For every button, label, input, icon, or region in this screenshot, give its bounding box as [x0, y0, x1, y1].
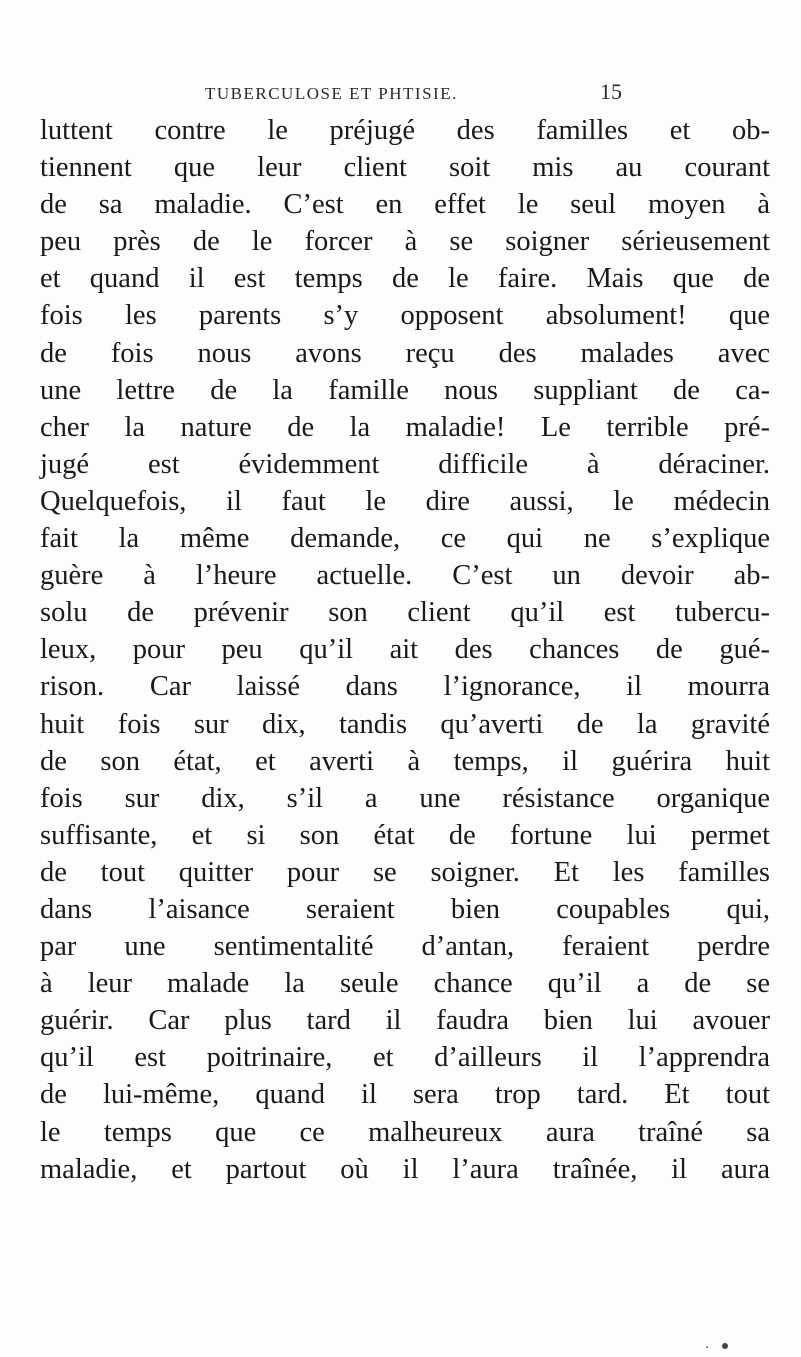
- text-line: de sa maladie. C’est en effet le seul moyen à: [40, 189, 770, 221]
- running-head: TUBERCULOSE ET PHTISIE.: [205, 84, 458, 103]
- text-line: guère à l’heure actuelle. C’est un devoir ab-: [40, 560, 770, 592]
- text-line: et quand il est temps de le faire. Mais que de: [40, 263, 770, 295]
- text-line: luttent contre le préjugé des familles et ob-: [40, 115, 770, 146]
- text-line: suffisante, et si son état de fortune lui permet: [40, 819, 770, 851]
- text-line: à leur malade la seule chance qu’il a de se: [40, 968, 770, 1000]
- text-line: de son état, et averti à temps, il guérira huit: [40, 745, 770, 777]
- text-line: solu de prévenir son client qu’il est tubercu-: [40, 597, 770, 629]
- text-line: de lui-même, quand il sera trop tard. Et tout: [40, 1079, 770, 1111]
- text-line: fait la même demande, ce qui ne s’explique: [40, 523, 770, 555]
- text-line: tiennent que leur client soit mis au courant: [40, 152, 770, 184]
- page-number: 15: [600, 79, 622, 104]
- text-line: cher la nature de la maladie! Le terrible pré-: [40, 411, 770, 443]
- text-line: de tout quitter pour se soigner. Et les familles: [40, 856, 770, 888]
- text-line: de fois nous avons reçu des malades avec: [40, 337, 770, 369]
- text-line: leux, pour peu qu’il ait des chances de gué-: [40, 634, 770, 666]
- text-line: fois les parents s’y opposent absolument! que: [40, 300, 770, 332]
- text-line: rison. Car laissé dans l’ignorance, il mourra: [40, 671, 770, 703]
- text-line: jugé est évidemment difficile à déraciner.: [40, 448, 770, 480]
- text-line: guérir. Car plus tard il faudra bien lui avouer: [40, 1005, 770, 1037]
- text-line: peu près de le forcer à se soigner sérieusement: [40, 226, 770, 258]
- text-line: dans l’aisance seraient bien coupables qui,: [40, 893, 770, 925]
- ink-speck: [706, 1346, 708, 1348]
- text-line: une lettre de la famille nous suppliant de ca-: [40, 374, 770, 406]
- text-line: Quelquefois, il faut le dire aussi, le médecin: [40, 485, 770, 517]
- text-line: qu’il est poitrinaire, et d’ailleurs il l’apprendra: [40, 1042, 770, 1074]
- text-line: maladie, et partout où il l’aura traînée, il aura: [40, 1153, 770, 1185]
- text-line: par une sentimentalité d’antan, feraient perdre: [40, 931, 770, 963]
- ink-blot: [722, 1343, 728, 1349]
- text-line: fois sur dix, s’il a une résistance organique: [40, 782, 770, 814]
- body-text: [40, 112, 770, 1188]
- text-line: huit fois sur dix, tandis qu’averti de la gravité: [40, 708, 770, 740]
- text-line: le temps que ce malheureux aura traîné sa: [40, 1116, 770, 1148]
- print-marks: [700, 1342, 740, 1352]
